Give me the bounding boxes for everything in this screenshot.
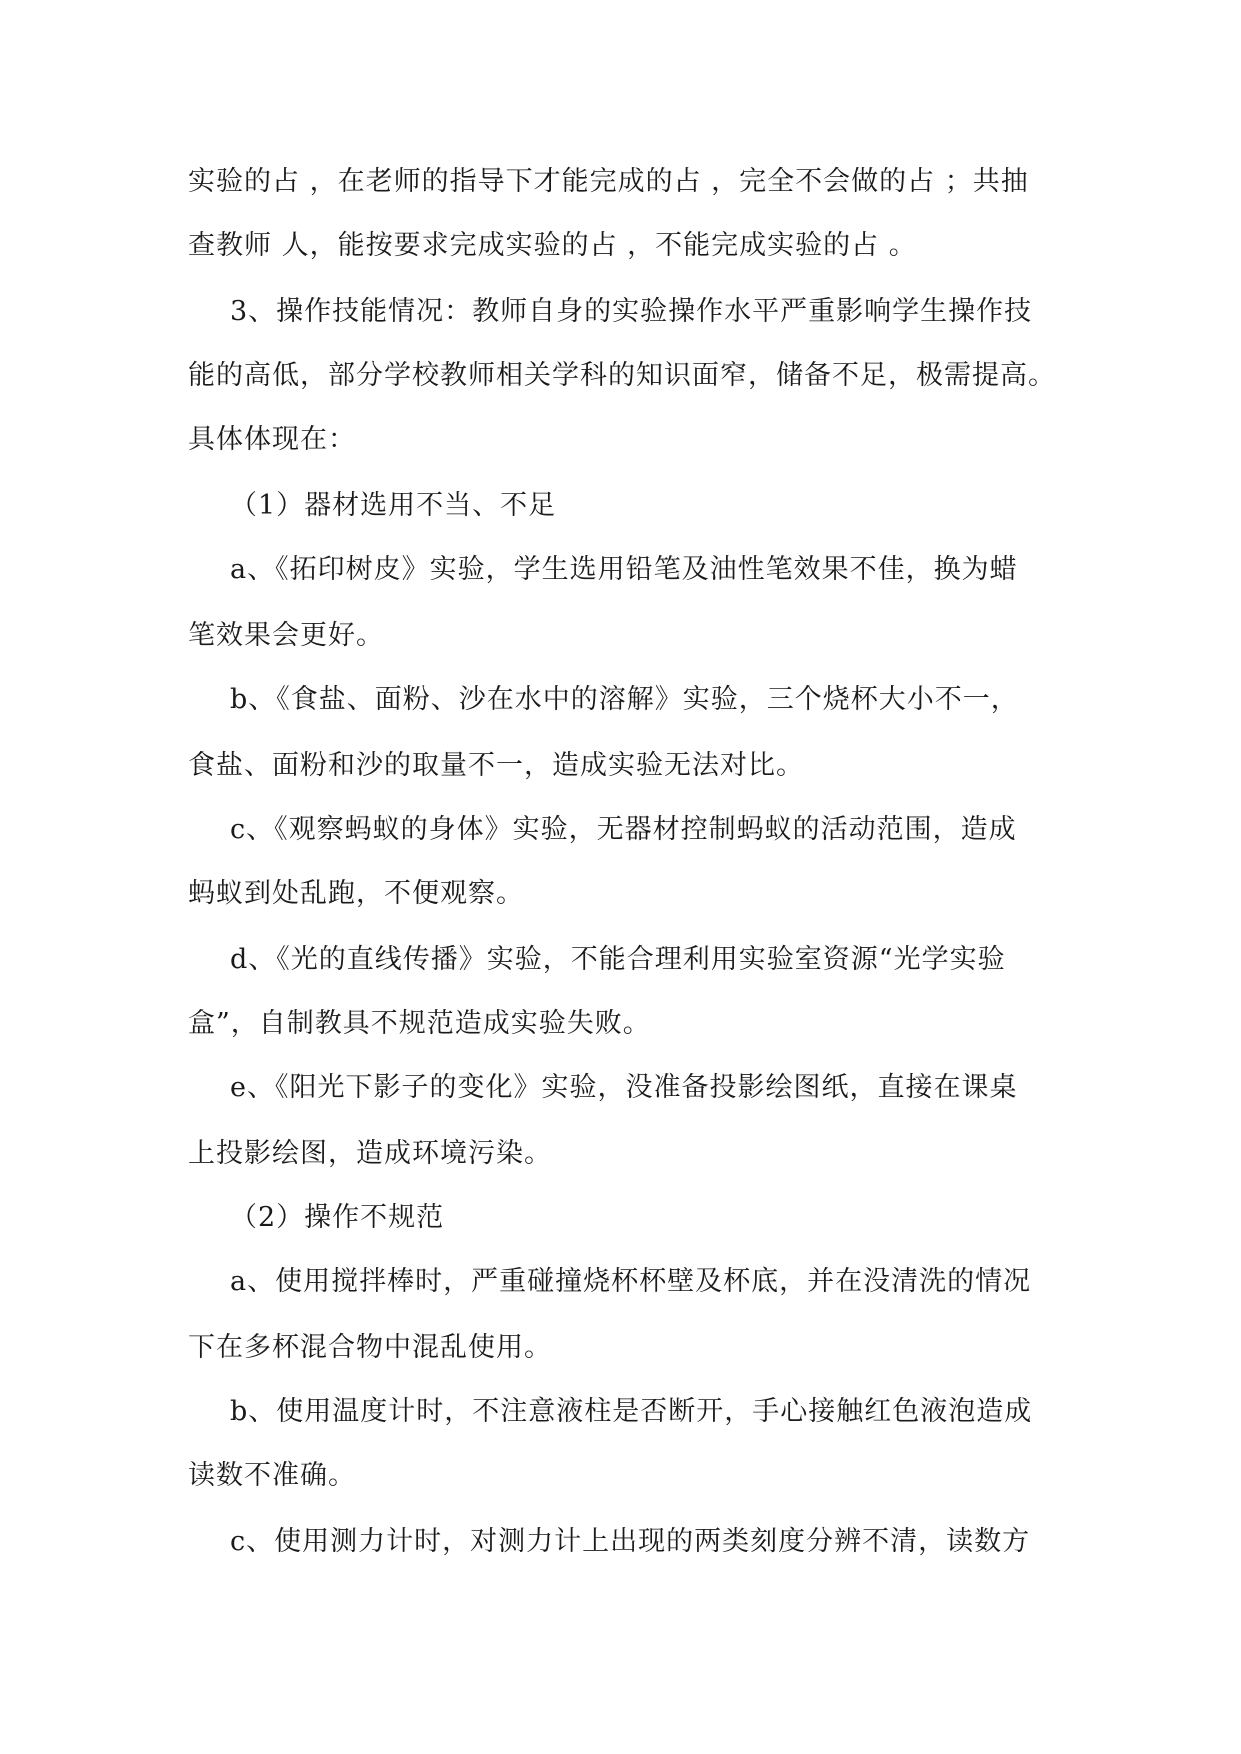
text-line-12: 蚂蚁到处乱跑，不便观察。 — [188, 878, 524, 909]
text-line-13: d、《光的直线传播》实验，不能合理利用实验室资源“光学实验 — [230, 944, 1006, 975]
text-line-16: 上投影绘图，造成环境污染。 — [188, 1138, 552, 1169]
text-line-20: b、使用温度计时，不注意液柱是否断开，手心接触红色液泡造成 — [230, 1396, 1033, 1427]
text-line-6: （1）器材选用不当、不足 — [230, 490, 557, 521]
text-line-2: 查教师 人，能按要求完成实验的占 ，不能完成实验的占 。 — [188, 230, 917, 261]
text-line-7: a、《拓印树皮》实验，学生选用铅笔及油性笔效果不佳，换为蜡 — [230, 554, 1018, 585]
text-line-18: a、使用搅拌棒时，严重碰撞烧杯杯壁及杯底，并在没清洗的情况 — [230, 1266, 1032, 1297]
text-line-8: 笔效果会更好。 — [188, 620, 384, 651]
text-line-15: e、《阳光下影子的变化》实验，没准备投影绘图纸，直接在课桌 — [230, 1072, 1018, 1103]
text-line-1: 实验的占 ，在老师的指导下才能完成的占 ，完全不会做的占 ；共抽 — [188, 166, 1029, 197]
text-line-22: c、使用测力计时，对测力计上出现的两类刻度分辨不清，读数方 — [230, 1526, 1031, 1557]
text-line-14: 盒”，自制教具不规范造成实验失败。 — [188, 1008, 651, 1039]
text-line-4: 能的高低，部分学校教师相关学科的知识面窄，储备不足，极需提高。 — [188, 360, 1056, 391]
text-line-9: b、《食盐、面粉、沙在水中的溶解》实验，三个烧杯大小不一， — [230, 684, 1019, 715]
text-line-21: 读数不准确。 — [188, 1460, 356, 1491]
text-line-19: 下在多杯混合物中混乱使用。 — [188, 1332, 552, 1363]
text-line-10: 食盐、面粉和沙的取量不一，造成实验无法对比。 — [188, 750, 804, 781]
text-line-11: c、《观察蚂蚁的身体》实验，无器材控制蚂蚁的活动范围，造成 — [230, 814, 1017, 845]
text-line-3: 3、操作技能情况：教师自身的实验操作水平严重影响学生操作技 — [230, 296, 1033, 327]
text-line-17: （2）操作不规范 — [230, 1202, 445, 1233]
text-line-5: 具体体现在： — [188, 424, 356, 455]
